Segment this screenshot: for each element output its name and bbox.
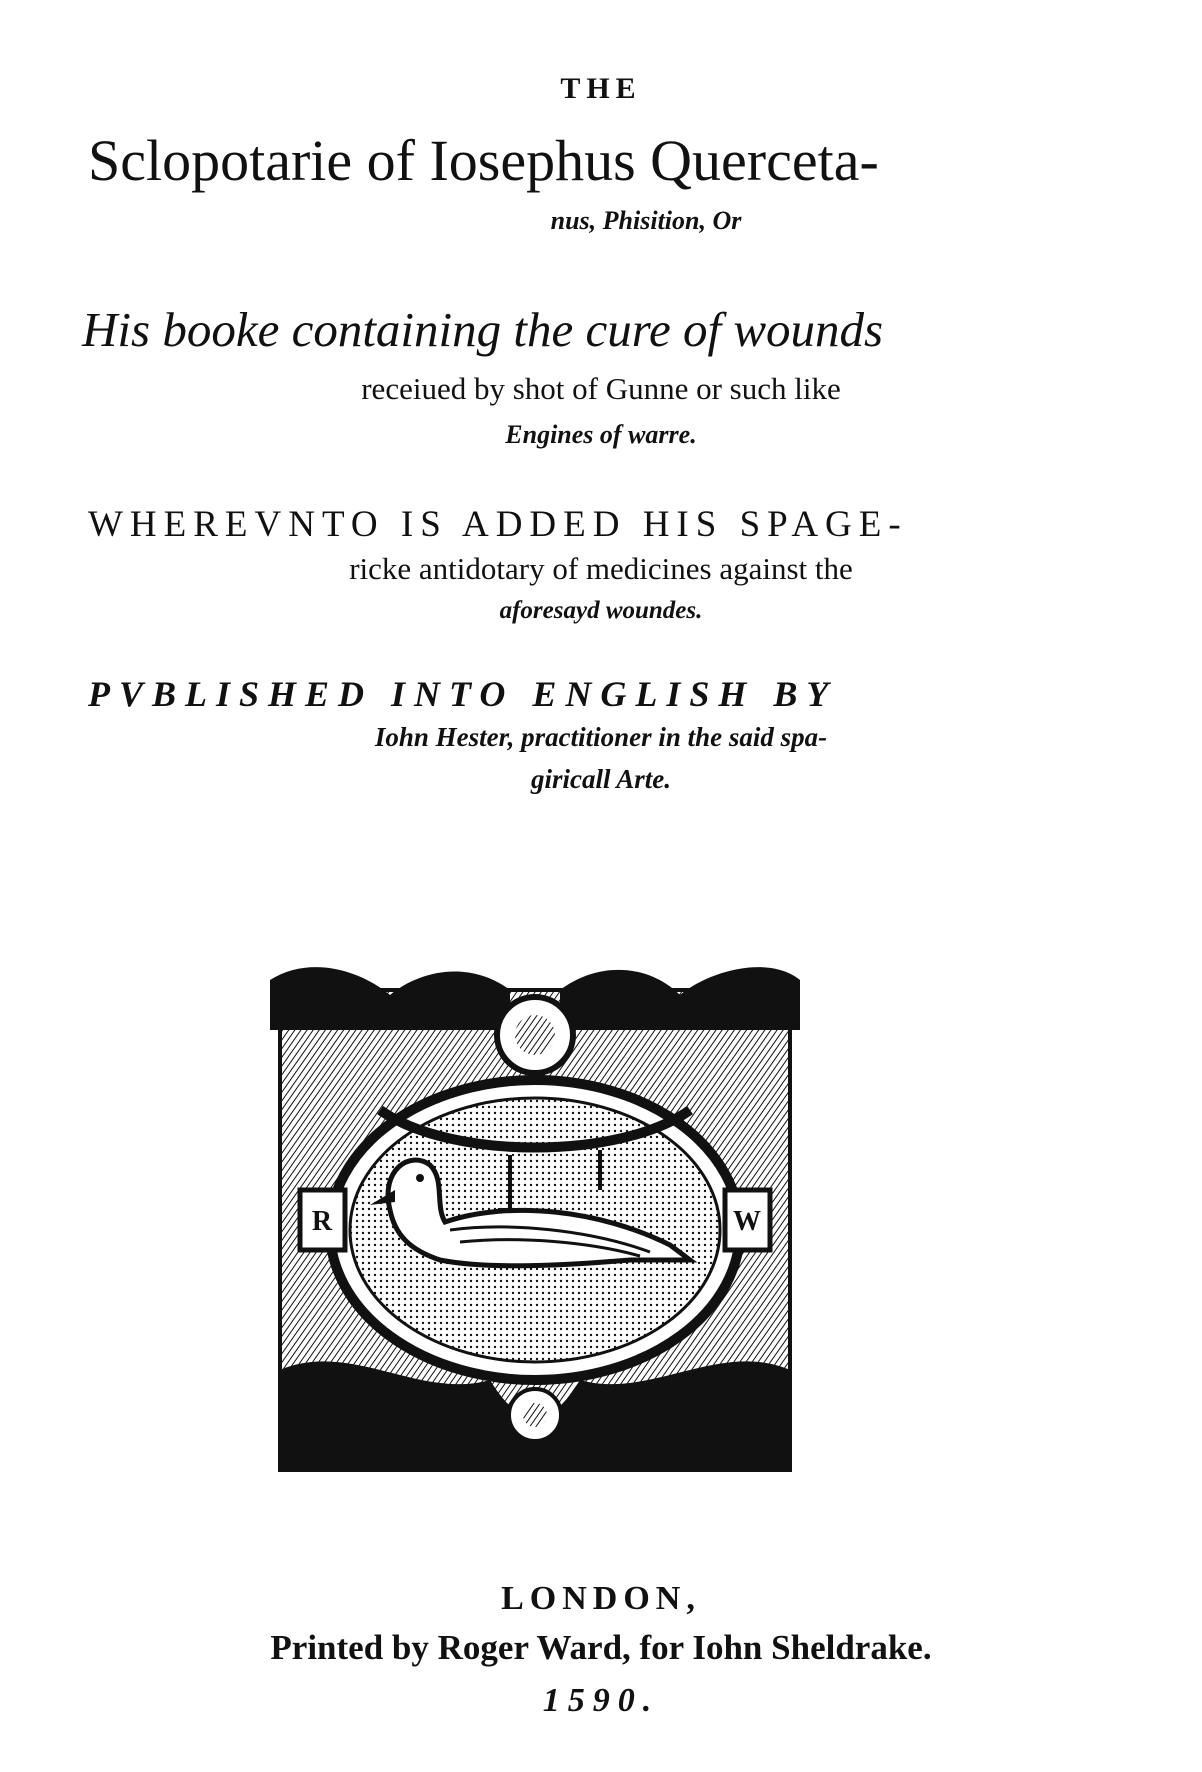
addition-line-3: aforesayd woundes. (499, 597, 703, 624)
printers-device-icon (270, 960, 800, 1480)
imprint-printer: Printed by Roger Ward, for Iohn Sheldrake. (270, 1628, 932, 1667)
imprint-place: LONDON, (501, 1580, 701, 1617)
publisher-line-2: Iohn Hester, practitioner in the said spa- (374, 722, 828, 752)
subtitle-line-1: His booke containing the cure of wounds (82, 302, 884, 357)
book-title-line-2: nus, Phisition, Or (550, 206, 742, 235)
subtitle-line-3: Engines of warre. (505, 420, 697, 449)
imprint-year: 1590. (542, 1682, 660, 1719)
publisher-line-1: PVBLISHED INTO ENGLISH BY (88, 674, 838, 714)
title-article: THE (560, 72, 642, 105)
subtitle-line-2: receiued by shot of Gunne or such like (361, 371, 841, 406)
publisher-line-3: giricall Arte. (531, 764, 671, 794)
addition-line-2: ricke antidotary of medicines against the (349, 551, 853, 586)
book-title-line-1: Sclopotarie of Iosephus Querceta- (88, 128, 879, 193)
svg-text:W: W (733, 1206, 761, 1237)
svg-text:R: R (311, 1206, 333, 1237)
addition-line-1: WHEREVNTO IS ADDED HIS SPAGE- (88, 504, 908, 545)
